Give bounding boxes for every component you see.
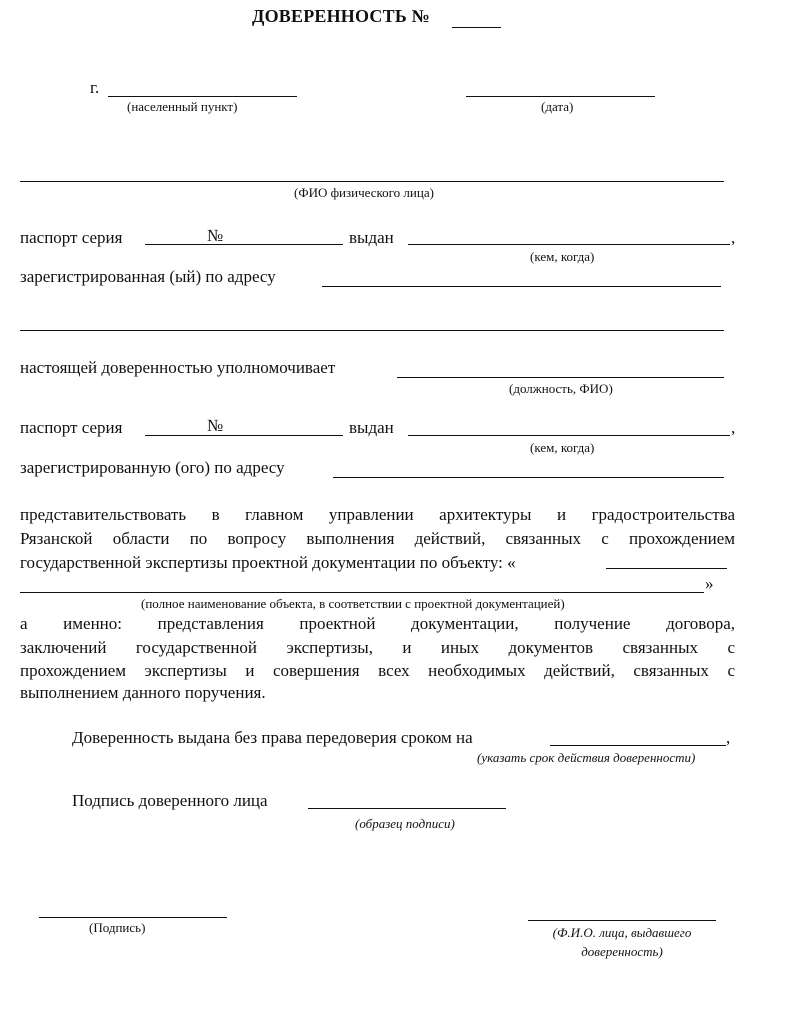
namely-line-4: выполнением данного поручения. bbox=[20, 683, 266, 702]
agent-issued-label: выдан bbox=[349, 418, 394, 437]
object-name-field[interactable] bbox=[606, 568, 727, 569]
footer-fio-caption-line-2: доверенность) bbox=[581, 944, 663, 959]
agent-address-field[interactable] bbox=[333, 477, 724, 478]
agent-issued-comma: , bbox=[731, 418, 736, 437]
signature-field[interactable] bbox=[308, 808, 506, 809]
term-field[interactable] bbox=[550, 745, 726, 746]
principal-address-field-2[interactable] bbox=[20, 330, 724, 331]
footer-fio-caption-line-1: (Ф.И.О. лица, выдавшего bbox=[552, 925, 692, 940]
principal-fio-caption: (ФИО физического лица) bbox=[294, 185, 434, 200]
represent-line-1: представительствовать в главном управлении архитектуры и градостроительства bbox=[20, 505, 735, 524]
city-field[interactable] bbox=[108, 96, 297, 97]
principal-issued-caption: (кем, когда) bbox=[530, 249, 595, 264]
agent-passport-number-sign: № bbox=[207, 416, 224, 435]
principal-address-field[interactable] bbox=[322, 286, 721, 287]
object-close-quote: » bbox=[705, 574, 714, 593]
agent-issued-caption: (кем, когда) bbox=[530, 440, 595, 455]
namely-line-2: заключений государственной экспертизы, и иных документов связанных с bbox=[20, 638, 735, 657]
city-caption: (населенный пункт) bbox=[127, 99, 238, 114]
authorizes-label: настоящей доверенностью уполномочивает bbox=[20, 358, 336, 377]
principal-passport-field[interactable] bbox=[145, 244, 343, 245]
date-field[interactable] bbox=[466, 96, 655, 97]
term-label: Доверенность выдана без права передоверия сроком на bbox=[72, 728, 473, 747]
represent-line-2: Рязанской области по вопросу выполнения действий, связанных с прохождением bbox=[20, 529, 735, 548]
principal-issued-field[interactable] bbox=[408, 244, 730, 245]
agent-passport-field[interactable] bbox=[145, 435, 343, 436]
agent-issued-field[interactable] bbox=[408, 435, 730, 436]
object-name-field-2[interactable] bbox=[20, 592, 704, 593]
document-number-field[interactable] bbox=[452, 27, 501, 28]
document-title: ДОВЕРЕННОСТЬ № bbox=[252, 6, 430, 26]
footer-sign-field[interactable] bbox=[39, 917, 227, 918]
term-caption: (указать срок действия доверенности) bbox=[477, 750, 696, 765]
footer-fio-field[interactable] bbox=[528, 920, 716, 921]
represent-line-3: государственной экспертизы проектной документации по объекту: « bbox=[20, 553, 516, 572]
signature-label: Подпись доверенного лица bbox=[72, 791, 268, 810]
object-name-caption: (полное наименование объекта, в соответствии с проектной документацией) bbox=[141, 596, 565, 611]
principal-issued-comma: , bbox=[731, 228, 736, 247]
namely-line-1: а именно: представления проектной документации, получение договора, bbox=[20, 614, 735, 633]
principal-passport-series-label: паспорт серия bbox=[20, 228, 123, 247]
footer-fio-caption bbox=[528, 923, 716, 961]
city-prefix: г. bbox=[90, 78, 100, 97]
agent-passport-series-label: паспорт серия bbox=[20, 418, 123, 437]
footer-sign-caption: (Подпись) bbox=[89, 920, 146, 935]
principal-registered-label: зарегистрированная (ый) по адресу bbox=[20, 267, 276, 286]
signature-caption: (образец подписи) bbox=[355, 816, 455, 831]
principal-issued-label: выдан bbox=[349, 228, 394, 247]
agent-position-fio-caption: (должность, ФИО) bbox=[509, 381, 613, 396]
agent-registered-label: зарегистрированную (ого) по адресу bbox=[20, 458, 285, 477]
agent-position-fio-field[interactable] bbox=[397, 377, 724, 378]
namely-line-3: прохождением экспертизы и совершения всех необходимых действий, связанных с bbox=[20, 661, 735, 680]
principal-fio-field[interactable] bbox=[20, 181, 724, 182]
term-comma: , bbox=[726, 728, 731, 747]
principal-passport-number-sign: № bbox=[207, 226, 224, 245]
date-caption: (дата) bbox=[541, 99, 574, 114]
